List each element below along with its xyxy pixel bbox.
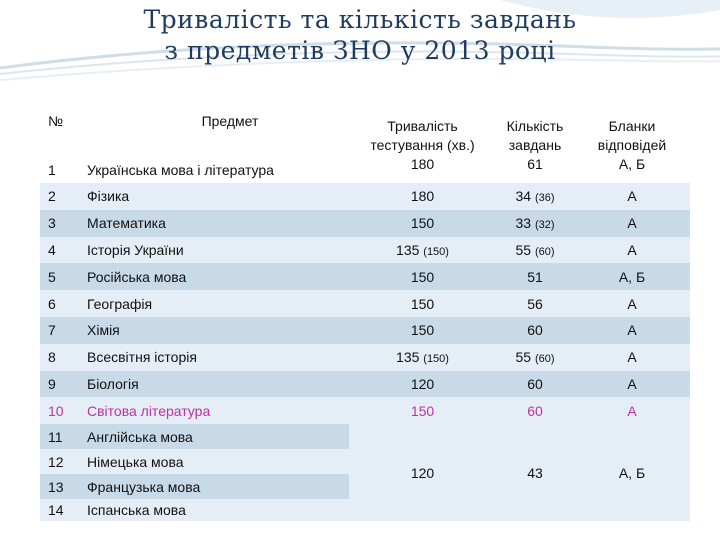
- row-7-forms: А: [627, 322, 637, 339]
- row-13-subject: Французька мова: [87, 478, 201, 495]
- title-line-1: Тривалість та кількість завдань: [143, 5, 577, 34]
- row-10-duration: 150: [410, 402, 435, 419]
- row-5-duration: 150: [410, 268, 435, 285]
- header-forms-line2: відповідей: [597, 137, 667, 153]
- row-3-duration: 150: [410, 215, 435, 232]
- row-6-forms: А: [627, 295, 637, 312]
- row-2-forms: А: [627, 188, 637, 205]
- row-9-subject: Біологія: [87, 375, 139, 392]
- table-row-6: [40, 290, 690, 317]
- row-9-num: 9: [48, 375, 56, 392]
- row-10-forms: А: [627, 402, 637, 419]
- row-8-duration: 135 (150): [396, 349, 449, 366]
- row-9-duration: 120: [410, 375, 435, 392]
- header-tasks-line1: Кількість: [506, 118, 564, 134]
- row-4-num: 4: [48, 241, 56, 258]
- table-row-8: [40, 344, 690, 371]
- row-10-subject: Світова література: [87, 402, 211, 419]
- row-10-tasks: 60: [527, 402, 543, 419]
- row-2-subject: Фізика: [87, 188, 130, 205]
- table-row-11: [40, 424, 690, 449]
- page-title: [0, 4, 720, 66]
- row-5-forms: А, Б: [618, 268, 646, 285]
- row-8-num: 8: [48, 349, 56, 366]
- header-tasks-line2: завдань: [508, 137, 562, 153]
- row-4-duration: 135 (150): [396, 241, 449, 258]
- row-14-num: 14: [48, 502, 64, 519]
- header-duration: [349, 108, 496, 183]
- row-8-forms: А: [627, 349, 637, 366]
- row-5-tasks: 51: [527, 268, 543, 285]
- row-1-duration: 180: [410, 156, 435, 172]
- row-4-forms: А: [627, 241, 637, 258]
- exam-table: [40, 108, 690, 521]
- row-2-tasks: 34 (36): [515, 188, 555, 205]
- table-row-5: [40, 263, 690, 290]
- row-7-num: 7: [48, 322, 56, 339]
- table-header-row: [40, 108, 690, 133]
- row-7-duration: 150: [410, 322, 435, 339]
- languages-forms: А, Б: [574, 424, 690, 521]
- title-line-2: з предметів ЗНО у 2013 році: [164, 36, 556, 65]
- row-7-subject: Хімія: [87, 322, 120, 339]
- row-6-tasks: 56: [527, 295, 543, 312]
- table-row-3: [40, 210, 690, 237]
- row-5-num: 5: [48, 268, 56, 285]
- row-11-subject: Англійська мова: [83, 424, 349, 449]
- row-1-subject: Українська мова і література: [87, 162, 274, 178]
- row-10-num: 10: [48, 402, 64, 419]
- row-6-num: 6: [48, 295, 56, 312]
- table-row-7: [40, 317, 690, 344]
- row-3-subject: Математика: [87, 215, 166, 232]
- row-13-num: 13: [48, 478, 64, 495]
- row-12-subject: Німецька мова: [87, 453, 184, 470]
- row-4-tasks: 55 (60): [515, 241, 555, 258]
- row-9-forms: А: [627, 375, 637, 392]
- row-8-subject: Всесвітня історія: [87, 349, 197, 366]
- languages-tasks: 43: [496, 424, 574, 521]
- row-3-forms: А: [627, 215, 637, 232]
- row-1-num: 1: [48, 162, 56, 178]
- header-forms-line1: Бланки: [608, 118, 656, 134]
- row-12-num: 12: [48, 453, 64, 470]
- header-duration-line2: тестування (хв.): [370, 137, 475, 153]
- table-row-9: [40, 371, 690, 398]
- table-row-2: [40, 183, 690, 210]
- table-row-4: [40, 237, 690, 264]
- header-subject: Предмет: [201, 112, 259, 129]
- row-6-subject: Географія: [87, 295, 153, 312]
- row-11-num: 11: [40, 424, 83, 449]
- row-5-subject: Російська мова: [87, 268, 187, 285]
- row-6-duration: 150: [410, 295, 435, 312]
- table-row-10: [40, 397, 690, 424]
- row-7-tasks: 60: [527, 322, 543, 339]
- header-num: №: [48, 112, 64, 129]
- header-duration-line1: Тривалість: [387, 118, 458, 134]
- row-3-num: 3: [48, 215, 56, 232]
- row-1-tasks: 61: [527, 156, 543, 172]
- row-1-forms: А, Б: [618, 156, 646, 172]
- languages-duration: 120: [349, 424, 496, 521]
- row-14-subject: Іспанська мова: [87, 502, 186, 519]
- row-2-duration: 180: [410, 188, 435, 205]
- row-9-tasks: 60: [527, 375, 543, 392]
- row-3-tasks: 33 (32): [515, 215, 555, 232]
- row-2-num: 2: [48, 188, 56, 205]
- header-tasks: [496, 108, 574, 183]
- header-forms: [574, 108, 690, 183]
- row-8-tasks: 55 (60): [515, 349, 555, 366]
- row-4-subject: Історія України: [87, 241, 184, 258]
